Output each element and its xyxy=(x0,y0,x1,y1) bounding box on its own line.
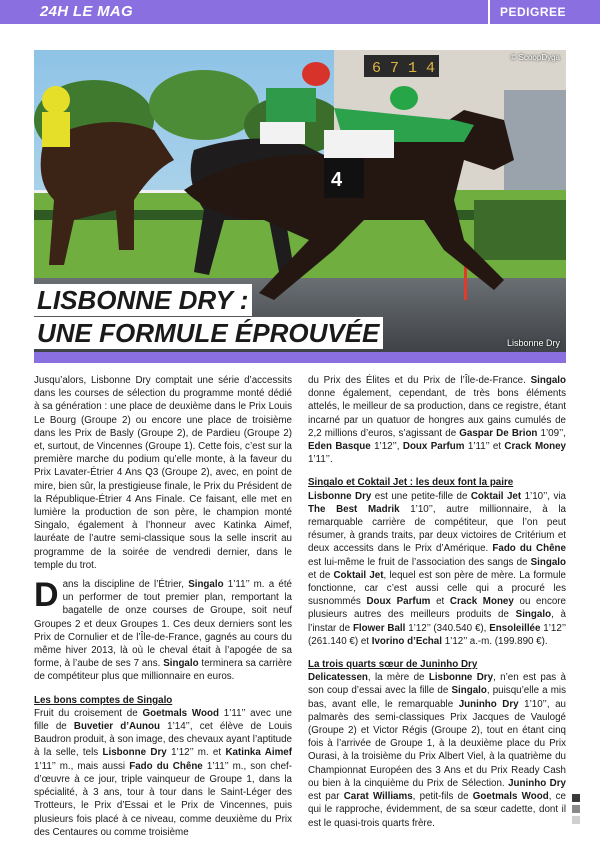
photo-credit: © ScoopDyga xyxy=(510,53,560,62)
top-bar xyxy=(0,0,600,24)
section-1-paragraph: Fruit du croisement de Goetmals Wood 1’11’’ avec une fille de Buvetier d’Aunou 1’14’’, cet élève de Louis Baudron produit, à son image, des chevaux ayant l’aptitude à la selle, tels Lisbonne Dry 1’12’’ m. et Katinka Aimef 1’11’’ m., mais aussi Fado du Chêne 1’11’’ m., son chef-d’œuvre à ce jour, triple vainqueur de Groupe 1, dans la spécialité, à 3 ans, tour à tour dans le Saint-Léger des Trotteurs, le Prix d’Essai et le Prix de Vincennes, puis plusieurs fois placé à ce niveau, comme deuxième du Prix des Centaures ou comme troisième xyxy=(34,707,293,838)
article-column-left xyxy=(34,374,292,839)
section-heading-1: Les bons comptes de Singalo xyxy=(34,694,173,706)
drop-cap: D xyxy=(34,576,59,615)
page-mark-light xyxy=(572,816,580,824)
continued-paragraph: du Prix des Élites et du Prix de l’Île-de-France. Singalo donne également, cependant, de très bons éléments attelés, le meilleur de sa production, dans ce registre, étant incarné par un quatuor de hongres aux gains cumulés de 2,2 millions d’euros, s’agissant de Gaspar De Brion 1’09’’, Eden Basque 1’12’’, Doux Parfum 1’11’’ et Crack Money 1’11’’. xyxy=(308,375,566,466)
header-divider xyxy=(488,0,490,24)
section-3-paragraph: Delicatessen, la mère de Lisbonne Dry, n’en est pas à son coup d’essai avec la fille de Singalo, puisqu’elle a mis bas, avant elle, le remarquable Juninho Dry 1’10’’, au palmarès des semi-classiques Prix Jacques de Vaulogé (Groupe 2) et Victor Régis (Groupe 2), tout en étant cinq fois à l’arrivée de Groupe 1, à la deuxième place du Prix Ourasi, à la troisième du Prix Albert Viel, à la quatrième du Championnat Européen des 3 Ans et du Prix Ready Cash ou bien à la cinquième du Prix de Sélection. Juninho Dry est par Carat Williams, petit-fils de Goetmals Wood, ce qui le rapproche, évidemment, de sa sœur cadette, dont il est le quasi-trois quarts frère. xyxy=(308,672,566,829)
intro-paragraph: Jusqu’alors, Lisbonne Dry comptait une série d’accessits dans les courses de sélection du programme monté dédié à sa génération : une place de deuxième dans le Prix Louis Le Bourg (Groupe 2) ou encore une place de troisième dans les Prix de Basly (Groupe 2), de Pardieu (Groupe 2) et, surtout, de Vincennes (Groupe 1). Cette fois, c’est sur la première marche du podium qu’elle monte, à la faveur du Prix Lavater-Étrier 4 Ans Q3 (Groupe 2), avec, en point de mire, bien sûr, la prestigieuse finale, le Prix du Président de la République-Étrier 4 Ans Finale. Ce faisant, elle met en lumière la production de son père, le champion monté Singalo, également à l’honneur avec Katinka Aimef, lauréate de l’autre semi-classique sous la selle inscrit au programme de la soirée de vendredi dernier, dans le temple du trot. xyxy=(34,375,292,571)
rubric-label: PEDIGREE xyxy=(500,5,567,19)
paragraph-dropcap: Dans la discipline de l’Étrier, Singalo 1’11’’ m. a été un performer de tout premier plan, remportant la bagatelle de onze courses de Groupe, soit neuf Groupes 2 et deux Groupes 1. Ces deux derniers sont les Prix de Cornulier et de l’Île-de-France, gagnés au cours du même hiver 2013, là où le cheval était à l’apogée de sa forme, à l’aube de ses 7 ans. Singalo terminera sa carrière de compétiteur plus que millionnaire en euros. xyxy=(34,576,292,683)
title-line-1: LISBONNE DRY : xyxy=(34,284,252,316)
page-mark-mid xyxy=(572,805,580,813)
article-column-right xyxy=(308,374,566,830)
saddle-number: 4 xyxy=(331,169,343,191)
photo-caption: Lisbonne Dry xyxy=(506,338,560,348)
magazine-section: 24H LE MAG xyxy=(40,3,134,20)
section-2-paragraph: Lisbonne Dry est une petite-fille de Coktail Jet 1’10’’, via The Best Madrik 1’10’’, autre millionnaire, à la remarquable carrière de compétiteur, que l’on peut résumer, à grands traits, par deux victoires de Critérium et deux accessits dans le Prix d’Amérique. Fado du Chêne est lui-même le fruit de l’association des sangs de Singalo et de Coktail Jet, lequel est son père de mère. La formule fonctionne, car c’est aussi celle qui a procuré les susnommés Doux Parfum et Crack Money ou encore plusieurs autres des meilleurs produits de Singalo, à l’instar de Flower Ball 1’12’’ (340.540 €), Ensoleillée 1’12’’ (261.140 €) et Ivorino d’Echal 1’12’’ a.-m. (199.890 €). xyxy=(308,490,567,647)
accent-bar xyxy=(34,352,566,363)
section-heading-2: Singalo et Coktail Jet : les deux font la paire xyxy=(308,477,514,489)
title-line-2: UNE FORMULE ÉPROUVÉE xyxy=(34,317,383,349)
section-heading-3: La trois quarts sœur de Juninho Dry xyxy=(308,659,478,671)
tote-board-digits: 6 7 1 4 xyxy=(372,60,436,77)
page-mark-dark xyxy=(572,794,580,802)
